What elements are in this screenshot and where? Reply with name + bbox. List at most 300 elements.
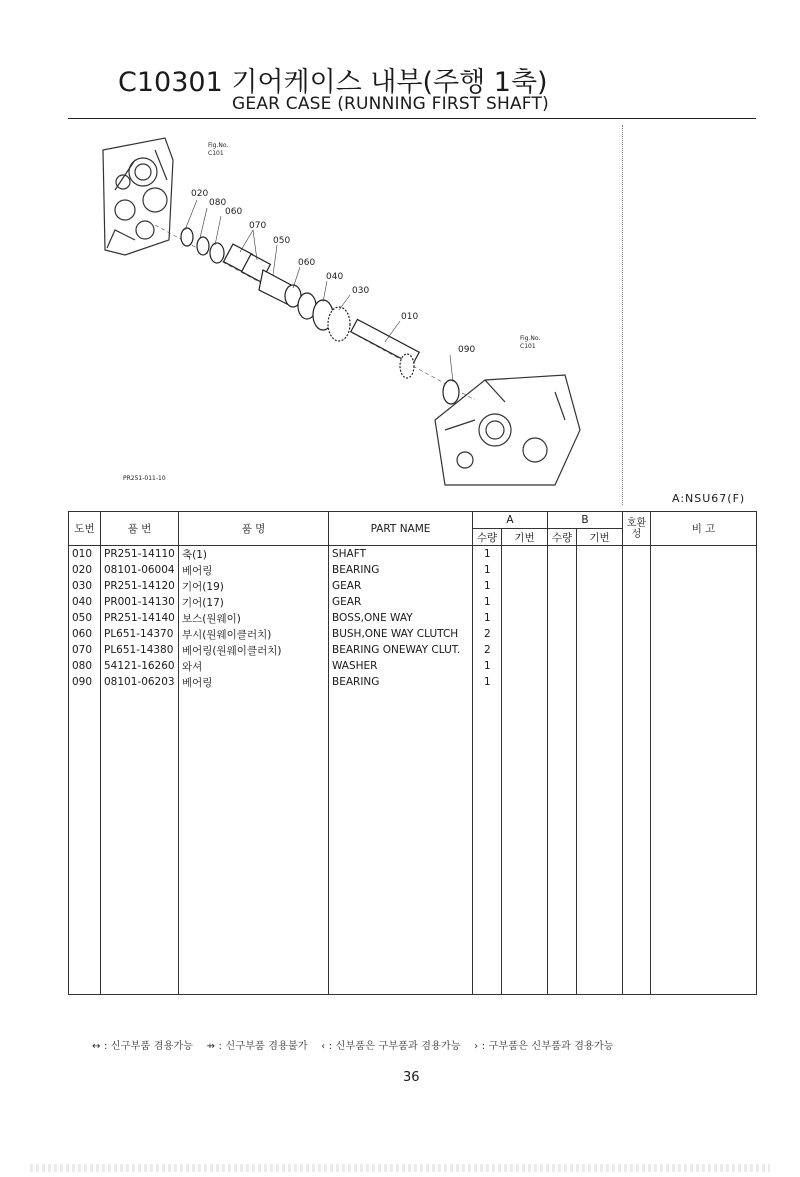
cell-part-name	[329, 914, 473, 930]
cell-name-kr: 보스(원웨이)	[179, 610, 329, 626]
cell-part-name	[329, 722, 473, 738]
table-row-empty	[69, 722, 757, 738]
callout-090: 090	[458, 345, 476, 355]
cell-part-no	[101, 786, 179, 802]
cell-qty-b	[548, 610, 577, 626]
cell-base-b	[577, 818, 623, 834]
cell-compat	[623, 818, 651, 834]
cell-no	[69, 818, 101, 834]
table-row-empty	[69, 770, 757, 786]
cell-qty-b	[548, 594, 577, 610]
cell-name-kr: 부시(원웨이클러치)	[179, 626, 329, 642]
table-row-empty	[69, 818, 757, 834]
cell-qty-a	[473, 978, 502, 995]
header-compat: 호환성	[623, 512, 651, 546]
cell-remarks	[651, 626, 757, 642]
cell-base-b	[577, 546, 623, 563]
cell-qty-b	[548, 946, 577, 962]
cell-base-a	[502, 818, 548, 834]
cell-compat	[623, 786, 651, 802]
cell-base-b	[577, 578, 623, 594]
cell-qty-a: 1	[473, 594, 502, 610]
cell-qty-b	[548, 978, 577, 995]
cell-qty-a	[473, 690, 502, 706]
cell-qty-b	[548, 914, 577, 930]
cell-base-a	[502, 834, 548, 850]
cell-remarks	[651, 770, 757, 786]
cell-no	[69, 690, 101, 706]
cell-name-kr	[179, 770, 329, 786]
header-group-b: B	[548, 512, 623, 529]
cell-name-kr	[179, 802, 329, 818]
cell-base-b	[577, 690, 623, 706]
cell-base-b	[577, 962, 623, 978]
cell-qty-a	[473, 738, 502, 754]
cell-name-kr	[179, 690, 329, 706]
table-row	[69, 594, 757, 610]
cell-remarks	[651, 610, 757, 626]
cell-part-no	[101, 706, 179, 722]
cell-no	[69, 882, 101, 898]
cell-qty-b	[548, 930, 577, 946]
cell-base-b	[577, 626, 623, 642]
cell-no: 020	[69, 562, 101, 578]
cell-remarks	[651, 786, 757, 802]
cell-compat	[623, 754, 651, 770]
cell-qty-b	[548, 754, 577, 770]
cell-name-kr	[179, 914, 329, 930]
cell-base-a	[502, 610, 548, 626]
cell-no: 070	[69, 642, 101, 658]
cell-name-kr	[179, 850, 329, 866]
cell-name-kr	[179, 946, 329, 962]
cell-part-no: 08101-06004	[101, 562, 179, 578]
cell-qty-a	[473, 866, 502, 882]
cell-remarks	[651, 578, 757, 594]
cell-base-a	[502, 882, 548, 898]
cell-name-kr: 베어링	[179, 674, 329, 690]
cell-compat	[623, 882, 651, 898]
cell-qty-b	[548, 658, 577, 674]
cell-base-a	[502, 914, 548, 930]
cell-base-b	[577, 946, 623, 962]
table-row-empty	[69, 850, 757, 866]
cell-base-b	[577, 738, 623, 754]
cell-base-b	[577, 594, 623, 610]
cell-name-kr: 베어링	[179, 562, 329, 578]
cell-compat	[623, 898, 651, 914]
cell-qty-b	[548, 674, 577, 690]
cell-no	[69, 866, 101, 882]
cell-qty-a	[473, 882, 502, 898]
cell-base-a	[502, 626, 548, 642]
cell-name-kr: 와셔	[179, 658, 329, 674]
cell-qty-b	[548, 626, 577, 642]
cell-qty-b	[548, 882, 577, 898]
cell-no	[69, 722, 101, 738]
cell-part-name	[329, 738, 473, 754]
table-row-empty	[69, 786, 757, 802]
cell-no	[69, 978, 101, 995]
header-no: 도번	[69, 512, 101, 546]
cell-remarks	[651, 930, 757, 946]
callout-030: 030	[352, 286, 370, 296]
cell-base-a	[502, 562, 548, 578]
cell-compat	[623, 834, 651, 850]
cell-part-no	[101, 946, 179, 962]
legend	[92, 1037, 624, 1052]
cell-part-no: PR251-14120	[101, 578, 179, 594]
cell-part-no	[101, 978, 179, 995]
cell-base-b	[577, 978, 623, 995]
table-row-empty	[69, 882, 757, 898]
cell-base-b	[577, 658, 623, 674]
cell-name-kr	[179, 738, 329, 754]
callout-060: 060	[298, 258, 316, 268]
cell-compat	[623, 978, 651, 995]
cell-compat	[623, 626, 651, 642]
table-row	[69, 610, 757, 626]
cell-qty-b	[548, 898, 577, 914]
model-code: A:NSU67(F)	[672, 492, 746, 505]
cell-compat	[623, 690, 651, 706]
cell-remarks	[651, 658, 757, 674]
cell-base-b	[577, 802, 623, 818]
cell-qty-a	[473, 786, 502, 802]
cell-base-b	[577, 882, 623, 898]
cell-qty-a: 2	[473, 626, 502, 642]
cell-part-name	[329, 786, 473, 802]
cell-base-b	[577, 898, 623, 914]
table-row-empty	[69, 754, 757, 770]
cell-compat	[623, 642, 651, 658]
table-row-empty	[69, 706, 757, 722]
callout-020: 020	[191, 189, 209, 199]
cell-compat	[623, 658, 651, 674]
cell-part-name	[329, 978, 473, 995]
cell-part-name	[329, 754, 473, 770]
cell-remarks	[651, 850, 757, 866]
header-part-name: PART NAME	[329, 512, 473, 546]
cell-base-a	[502, 770, 548, 786]
scan-edge	[30, 1164, 770, 1172]
cell-part-no	[101, 962, 179, 978]
cell-base-a	[502, 658, 548, 674]
cell-remarks	[651, 722, 757, 738]
cell-part-no	[101, 738, 179, 754]
cell-remarks	[651, 882, 757, 898]
cell-part-name	[329, 882, 473, 898]
cell-remarks	[651, 706, 757, 722]
cell-base-a	[502, 594, 548, 610]
cell-part-no	[101, 722, 179, 738]
cell-qty-a	[473, 946, 502, 962]
header-base-a: 기번	[502, 529, 548, 546]
table-row-empty	[69, 690, 757, 706]
cell-qty-b	[548, 738, 577, 754]
cell-part-no	[101, 866, 179, 882]
cell-name-kr	[179, 882, 329, 898]
table-row	[69, 546, 757, 563]
cell-qty-b	[548, 562, 577, 578]
cell-qty-a	[473, 770, 502, 786]
cell-part-name: GEAR	[329, 594, 473, 610]
header-base-b: 기번	[577, 529, 623, 546]
table-row	[69, 626, 757, 642]
header-group-a: A	[473, 512, 548, 529]
cell-qty-a	[473, 930, 502, 946]
cell-remarks	[651, 866, 757, 882]
cell-part-no	[101, 914, 179, 930]
cell-no	[69, 706, 101, 722]
drawing-code: PR251-011-10	[123, 475, 166, 482]
cell-qty-a: 1	[473, 562, 502, 578]
cell-qty-a: 2	[473, 642, 502, 658]
cell-remarks	[651, 914, 757, 930]
cell-part-name: BEARING	[329, 562, 473, 578]
cell-name-kr	[179, 818, 329, 834]
header-name-kr: 품 명	[179, 512, 329, 546]
cell-part-name	[329, 690, 473, 706]
callout-010: 010	[401, 312, 419, 322]
cell-part-no	[101, 690, 179, 706]
cell-part-name	[329, 706, 473, 722]
callout-060-upper: 060	[225, 207, 243, 217]
cell-base-a	[502, 930, 548, 946]
cell-part-no	[101, 850, 179, 866]
cell-base-b	[577, 674, 623, 690]
cell-no	[69, 834, 101, 850]
cell-part-no	[101, 834, 179, 850]
cell-name-kr	[179, 978, 329, 995]
table-row-empty	[69, 978, 757, 995]
cell-qty-b	[548, 962, 577, 978]
cell-name-kr	[179, 930, 329, 946]
cell-compat	[623, 594, 651, 610]
legend-new-to-old: ‹ : 신부품은 구부품과 겸용가능	[321, 1041, 461, 1052]
cell-qty-b	[548, 850, 577, 866]
cell-name-kr	[179, 898, 329, 914]
cell-base-b	[577, 850, 623, 866]
cell-name-kr	[179, 706, 329, 722]
parts-table-body	[69, 546, 757, 995]
title-divider	[68, 118, 756, 119]
cell-qty-b	[548, 770, 577, 786]
cell-name-kr: 기어(19)	[179, 578, 329, 594]
callout-050: 050	[273, 236, 291, 246]
cell-base-b	[577, 866, 623, 882]
cell-qty-b	[548, 642, 577, 658]
cell-name-kr	[179, 962, 329, 978]
cell-base-a	[502, 546, 548, 563]
cell-no	[69, 770, 101, 786]
cell-remarks	[651, 738, 757, 754]
cell-remarks	[651, 818, 757, 834]
cell-qty-a	[473, 850, 502, 866]
cell-base-a	[502, 786, 548, 802]
cell-qty-b	[548, 866, 577, 882]
header-qty-a: 수량	[473, 529, 502, 546]
cell-base-b	[577, 834, 623, 850]
cell-no	[69, 754, 101, 770]
cell-part-name	[329, 834, 473, 850]
cell-remarks	[651, 898, 757, 914]
cell-remarks	[651, 546, 757, 563]
cell-base-a	[502, 690, 548, 706]
cell-remarks	[651, 674, 757, 690]
cell-part-no: PL651-14370	[101, 626, 179, 642]
cell-name-kr: 베어링(원웨이클러치)	[179, 642, 329, 658]
cell-compat	[623, 738, 651, 754]
cell-base-a	[502, 898, 548, 914]
cell-qty-a	[473, 898, 502, 914]
cell-compat	[623, 946, 651, 962]
callout-070: 070	[249, 221, 267, 231]
cell-part-no	[101, 930, 179, 946]
cell-no: 050	[69, 610, 101, 626]
cell-qty-b	[548, 786, 577, 802]
cell-qty-b	[548, 546, 577, 563]
table-row	[69, 562, 757, 578]
exploded-parts-diagram	[95, 130, 595, 490]
cell-remarks	[651, 642, 757, 658]
cell-no: 010	[69, 546, 101, 563]
cell-part-no	[101, 898, 179, 914]
cell-remarks	[651, 562, 757, 578]
table-row-empty	[69, 898, 757, 914]
parts-table	[68, 511, 757, 995]
cell-part-no	[101, 802, 179, 818]
page-title: C10301 기어케이스 내부(주행 1축)	[118, 67, 548, 98]
cell-no	[69, 946, 101, 962]
cell-no	[69, 898, 101, 914]
cell-base-a	[502, 978, 548, 995]
cell-compat	[623, 546, 651, 563]
cell-base-b	[577, 562, 623, 578]
cell-base-b	[577, 786, 623, 802]
fig-ref-bottom-line2: C101	[520, 343, 536, 350]
cell-no: 090	[69, 674, 101, 690]
cell-no: 040	[69, 594, 101, 610]
cell-part-name	[329, 866, 473, 882]
cell-name-kr	[179, 834, 329, 850]
header-remarks: 비 고	[651, 512, 757, 546]
cell-base-a	[502, 946, 548, 962]
cell-name-kr	[179, 754, 329, 770]
cell-no	[69, 914, 101, 930]
cell-qty-b	[548, 690, 577, 706]
cell-part-no: PL651-14380	[101, 642, 179, 658]
cell-part-no	[101, 754, 179, 770]
cell-qty-a	[473, 802, 502, 818]
cell-compat	[623, 674, 651, 690]
cell-remarks	[651, 802, 757, 818]
cell-compat	[623, 962, 651, 978]
cell-base-a	[502, 722, 548, 738]
table-row-empty	[69, 962, 757, 978]
cell-base-a	[502, 642, 548, 658]
cell-part-name	[329, 850, 473, 866]
cell-compat	[623, 914, 651, 930]
cell-part-name: BUSH,ONE WAY CLUTCH	[329, 626, 473, 642]
cell-name-kr	[179, 786, 329, 802]
table-row-empty	[69, 866, 757, 882]
table-row	[69, 674, 757, 690]
cell-base-a	[502, 962, 548, 978]
diagram-divider	[622, 125, 623, 505]
callout-040: 040	[326, 272, 344, 282]
cell-compat	[623, 706, 651, 722]
table-row	[69, 642, 757, 658]
cell-no	[69, 962, 101, 978]
cell-part-no: PR251-14110	[101, 546, 179, 563]
cell-base-a	[502, 754, 548, 770]
cell-name-kr	[179, 866, 329, 882]
header-part-no: 품 번	[101, 512, 179, 546]
fig-ref-bottom-line1: Fig.No.	[520, 335, 541, 342]
cell-part-name: BOSS,ONE WAY	[329, 610, 473, 626]
cell-qty-a: 1	[473, 578, 502, 594]
cell-part-name	[329, 946, 473, 962]
cell-remarks	[651, 754, 757, 770]
cell-part-name	[329, 770, 473, 786]
cell-base-b	[577, 754, 623, 770]
cell-part-name	[329, 898, 473, 914]
cell-part-name: BEARING ONEWAY CLUT.	[329, 642, 473, 658]
cell-no	[69, 930, 101, 946]
table-row-empty	[69, 802, 757, 818]
cell-compat	[623, 850, 651, 866]
cell-part-name	[329, 818, 473, 834]
cell-part-name	[329, 930, 473, 946]
cell-no	[69, 786, 101, 802]
cell-compat	[623, 722, 651, 738]
cell-compat	[623, 578, 651, 594]
cell-qty-a	[473, 754, 502, 770]
cell-base-a	[502, 674, 548, 690]
cell-no: 060	[69, 626, 101, 642]
legend-compatible: ↔ : 신구부품 겸용가능	[92, 1041, 194, 1052]
cell-base-a	[502, 738, 548, 754]
cell-base-b	[577, 642, 623, 658]
cell-base-a	[502, 802, 548, 818]
cell-part-no: 08101-06203	[101, 674, 179, 690]
cell-compat	[623, 770, 651, 786]
cell-base-b	[577, 610, 623, 626]
cell-no	[69, 802, 101, 818]
cell-qty-b	[548, 706, 577, 722]
table-row	[69, 658, 757, 674]
cell-name-kr	[179, 722, 329, 738]
legend-old-to-new: › : 구부품은 신부품과 겸용가능	[474, 1041, 614, 1052]
cell-base-a	[502, 706, 548, 722]
cell-remarks	[651, 594, 757, 610]
cell-base-b	[577, 770, 623, 786]
cell-base-b	[577, 930, 623, 946]
cell-compat	[623, 610, 651, 626]
header-qty-b: 수량	[548, 529, 577, 546]
cell-qty-a	[473, 834, 502, 850]
cell-no: 080	[69, 658, 101, 674]
cell-name-kr: 축(1)	[179, 546, 329, 563]
cell-part-no	[101, 818, 179, 834]
cell-qty-a: 1	[473, 546, 502, 563]
table-row-empty	[69, 946, 757, 962]
cell-part-no	[101, 882, 179, 898]
legend-incompatible: ⇸ : 신구부품 겸용불가	[206, 1041, 308, 1052]
cell-base-b	[577, 722, 623, 738]
table-row	[69, 578, 757, 594]
